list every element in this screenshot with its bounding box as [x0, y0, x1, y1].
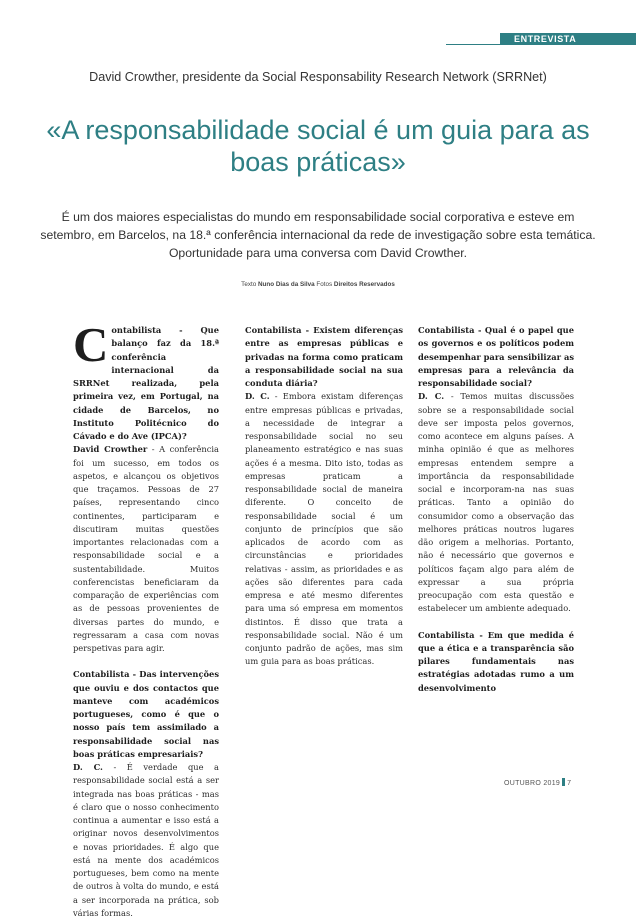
page-footer [504, 778, 571, 787]
answer-3: - Embora existam diferenças entre empresas públicas e privadas, a necessidade de integrar a responsabilidade social no seu planeamento estratégico e nas suas ações é a mesma. Dito isto, todas as empresas praticam a responsabilidade social de maneira diferente. O conceito de responsabilidade social é um conjunto de princípios que são aplicados de acordo com as circunstâncias e prioridades relativas - assim, as prioridades e as ações são diferentes para cada empresa e até mesmo diferentes para uma só empresa em momentos distintos. É disso que trata a responsabilidade social. Não é um conjunto padrão de ações, mas sim um guia para as boas práticas. [245, 391, 403, 667]
credits-text-label: Texto [241, 281, 257, 288]
answer-4-speaker: D. C. [418, 391, 445, 402]
credits-photo-author: Direitos Reservados [333, 281, 395, 288]
article-column-2 [245, 324, 403, 669]
credits [0, 281, 636, 288]
lead-paragraph: É um dos maiores especialistas do mundo em responsabilidade social corporativa e esteve em setembro, em Barcelos, na 18.ª conferência internacional da rede de investigação sobre esta temática. Oportunidade para uma conversa com David Crowther. [40, 210, 596, 260]
question-3: Contabilista - Existem diferenças entre as empresas públicas e privadas na forma como praticam a responsabilidade social na sua conduta diária? [245, 325, 403, 388]
answer-3-speaker: D. C. [245, 391, 270, 402]
answer-1: - A conferência foi um sucesso, em todos os aspetos, e alcançou os objetivos que traçamos. Pessoas de 27 países, representando cinco continentes, participaram e discutiram muitas questões importantes relacionadas com a responsabilidade social e a sustentabilidade. Muitos conferencistas beneficiaram da comparação de experiências com as de pessoas provenientes de diversas partes do mundo, e regressaram a casa com novas perspetivas para agir. [73, 444, 219, 653]
answer-4: - Temos muitas discussões sobre se a responsabilidade social deve ser imposta pelos governos, como acontece em alguns países. A minha opinião é que as melhores empresas entendem sempre a importância da responsabilidade social e incorporam-na nas suas práticas. Tanto a opinião do consumidor como a observação das melhores práticas noutros lugares dão origem a melhorias. Portanto, não é necessário que governos e políticos façam algo para além de expressar a sua própria preocupação com esta questão e estabelecer um ambiente adequado. [418, 391, 574, 614]
answer-2-speaker: D. C. [73, 762, 103, 772]
section-tag: ENTREVISTA [500, 33, 636, 45]
article-column-1 [73, 317, 219, 920]
question-4: Contabilista - Qual é o papel que os governos e os políticos podem desempenhar para sensibilizar as empresas para a relevância da responsabilidade social? [418, 325, 574, 388]
question-2: Contabilista - Das intervenções que ouviu e dos contactos que manteve com académicos portugueses, como é que o nosso país tem assimilado a responsabilidade social nas boas práticas empresariais? [73, 669, 219, 759]
section-rule [446, 44, 636, 45]
article-column-3 [418, 324, 574, 695]
question-5: Contabilista - Em que medida é que a ética e a transparência são pilares fundamentais nas estratégias adotadas rumo a um desenvolvimento [418, 629, 574, 693]
interviewee-subtitle: David Crowther, presidente da Social Responsability Research Network (SRRNet) [89, 70, 547, 84]
footer-bar [562, 778, 565, 786]
answer-2: - É verdade que a responsabilidade social está a ser integrada nas boas práticas - mas é claro que o nosso conhecimento continua a aumentar e isso está a originar novos desenvolvimentos e novas prioridades. É algo que está na mente dos académicos portugueses, bem como na mente de outros à volta do mundo, e está a ser incorporada na prática, sob várias formas. [73, 762, 219, 918]
credits-photo-label: Fotos [316, 281, 333, 288]
issue-date: OUTUBRO 2019 [504, 780, 561, 787]
credits-text-author: Nuno Dias da Silva [257, 281, 315, 288]
question-1: ontabilista - Que balanço faz da 18.ª conferência internacional da SRRNet realizada, pela primeira vez, em Portugal, na cidade de Barcelos, no Instituto Politécnico do Cávado e do Ave (IPCA)? [73, 325, 219, 441]
headline: «A responsabilidade social é um guia para as boas práticas» [46, 115, 590, 177]
page-number: 7 [567, 780, 572, 787]
dropcap: C [73, 317, 109, 372]
answer-1-speaker: David Crowther [73, 444, 148, 455]
